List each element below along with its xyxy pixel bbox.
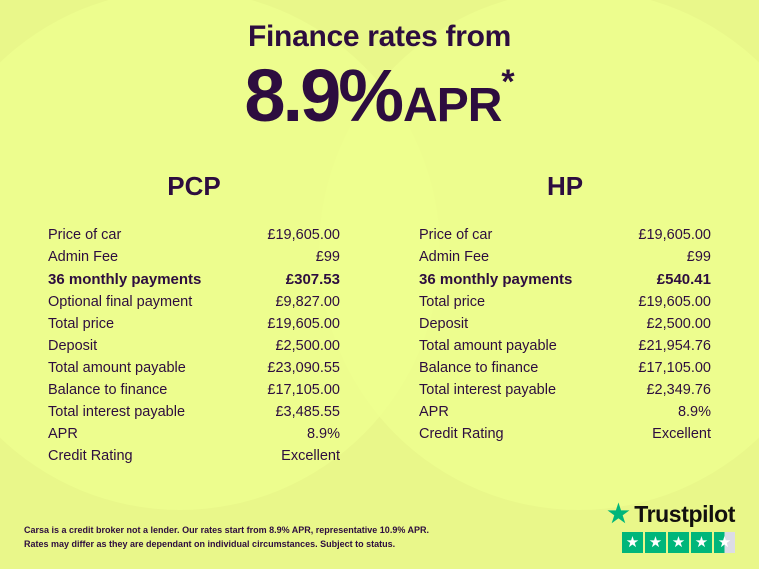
table-row: [24, 445, 364, 467]
row-label: Total price: [419, 294, 486, 310]
row-value: £19,605.00: [267, 227, 340, 243]
trustpilot-wordmark: [607, 501, 735, 528]
table-row: [395, 224, 735, 246]
finance-column-hp: [395, 171, 735, 467]
table-row: [395, 401, 735, 423]
rates-table-hp: [395, 224, 735, 445]
row-value: 8.9%: [306, 426, 340, 442]
row-label: Optional final payment: [48, 294, 193, 310]
rate-unit: APR: [403, 79, 502, 132]
table-row: [24, 335, 364, 357]
table-row: [24, 224, 364, 246]
disclaimer-line-2: Rates may differ as they are dependant on individual circumstances. Subject to status.: [24, 538, 396, 549]
row-value: £17,105.00: [638, 360, 711, 376]
table-row: [24, 291, 364, 313]
row-value: £9,827.00: [275, 294, 340, 310]
row-label: Price of car: [419, 227, 493, 243]
row-label: Total amount payable: [48, 360, 186, 376]
table-row: [24, 423, 364, 445]
row-value: 8.9%: [677, 404, 711, 420]
row-label: 36 monthly payments: [48, 271, 202, 288]
star-glyph: ★: [625, 534, 640, 551]
rate-value: 8.9%: [244, 54, 402, 137]
row-value: Excellent: [652, 426, 711, 442]
row-value: £2,500.00: [646, 316, 711, 332]
trustpilot-badge: [607, 501, 735, 553]
row-label: Credit Rating: [48, 448, 133, 464]
row-label: Deposit: [419, 316, 469, 332]
row-label: Credit Rating: [419, 426, 504, 442]
table-row: [24, 246, 364, 268]
finance-columns: [0, 171, 759, 467]
row-label: 36 monthly payments: [419, 271, 573, 288]
trustpilot-name: Trustpilot: [634, 501, 735, 527]
table-row: [395, 357, 735, 379]
star-icon: [645, 532, 666, 553]
row-value: £2,349.76: [646, 382, 711, 398]
rate-asterisk: *: [501, 63, 515, 101]
row-value: £2,500.00: [275, 338, 340, 354]
row-label: Total interest payable: [48, 404, 186, 420]
row-value: £21,954.76: [638, 338, 711, 354]
row-label: Total amount payable: [419, 338, 557, 354]
table-row: [395, 423, 735, 445]
row-label: APR: [419, 404, 449, 420]
row-value: £99: [686, 249, 711, 265]
row-value: Excellent: [281, 448, 340, 464]
star-icon: [691, 532, 712, 553]
table-row: [24, 268, 364, 291]
rates-table-pcp: [24, 224, 364, 467]
star-glyph: ★: [648, 534, 663, 551]
table-row: [24, 401, 364, 423]
star-glyph: ★: [694, 534, 709, 551]
row-label: Price of car: [48, 227, 122, 243]
row-label: APR: [48, 426, 78, 442]
star-glyph: ★: [717, 534, 732, 551]
trustpilot-star-icon: ★: [607, 500, 630, 528]
star-icon: [668, 532, 689, 553]
row-value: £307.53: [285, 271, 340, 288]
column-title-pcp: PCP: [167, 171, 221, 201]
row-label: Balance to finance: [419, 360, 539, 376]
column-title-hp: HP: [546, 171, 584, 201]
star-glyph: ★: [671, 534, 686, 551]
row-value: £17,105.00: [267, 382, 340, 398]
table-row: [24, 357, 364, 379]
row-label: Admin Fee: [48, 249, 119, 265]
row-value: £99: [315, 249, 340, 265]
table-row: [395, 379, 735, 401]
row-label: Deposit: [48, 338, 98, 354]
headline: Finance rates from: [247, 20, 512, 53]
trustpilot-rating-stars: [607, 532, 735, 553]
table-row: [395, 313, 735, 335]
table-row: [395, 246, 735, 268]
row-value: £540.41: [656, 271, 711, 288]
row-value: £3,485.55: [275, 404, 340, 420]
star-half-icon: [714, 532, 735, 553]
rate-line: [0, 54, 759, 137]
row-label: Admin Fee: [419, 249, 490, 265]
row-label: Total price: [48, 316, 115, 332]
table-row: [395, 335, 735, 357]
row-value: £19,605.00: [638, 294, 711, 310]
row-value: £23,090.55: [267, 360, 340, 376]
star-icon: [622, 532, 643, 553]
table-row: [395, 291, 735, 313]
disclaimer-line-1: Carsa is a credit broker not a lender. Our rates start from 8.9% APR, representative 10.9% APR.: [24, 525, 429, 535]
row-label: Total interest payable: [419, 382, 557, 398]
finance-column-pcp: [24, 171, 364, 467]
table-row: [395, 268, 735, 291]
disclaimer: [24, 524, 429, 551]
row-value: £19,605.00: [638, 227, 711, 243]
table-row: [24, 379, 364, 401]
row-label: Balance to finance: [48, 382, 168, 398]
table-row: [24, 313, 364, 335]
row-value: £19,605.00: [267, 316, 340, 332]
